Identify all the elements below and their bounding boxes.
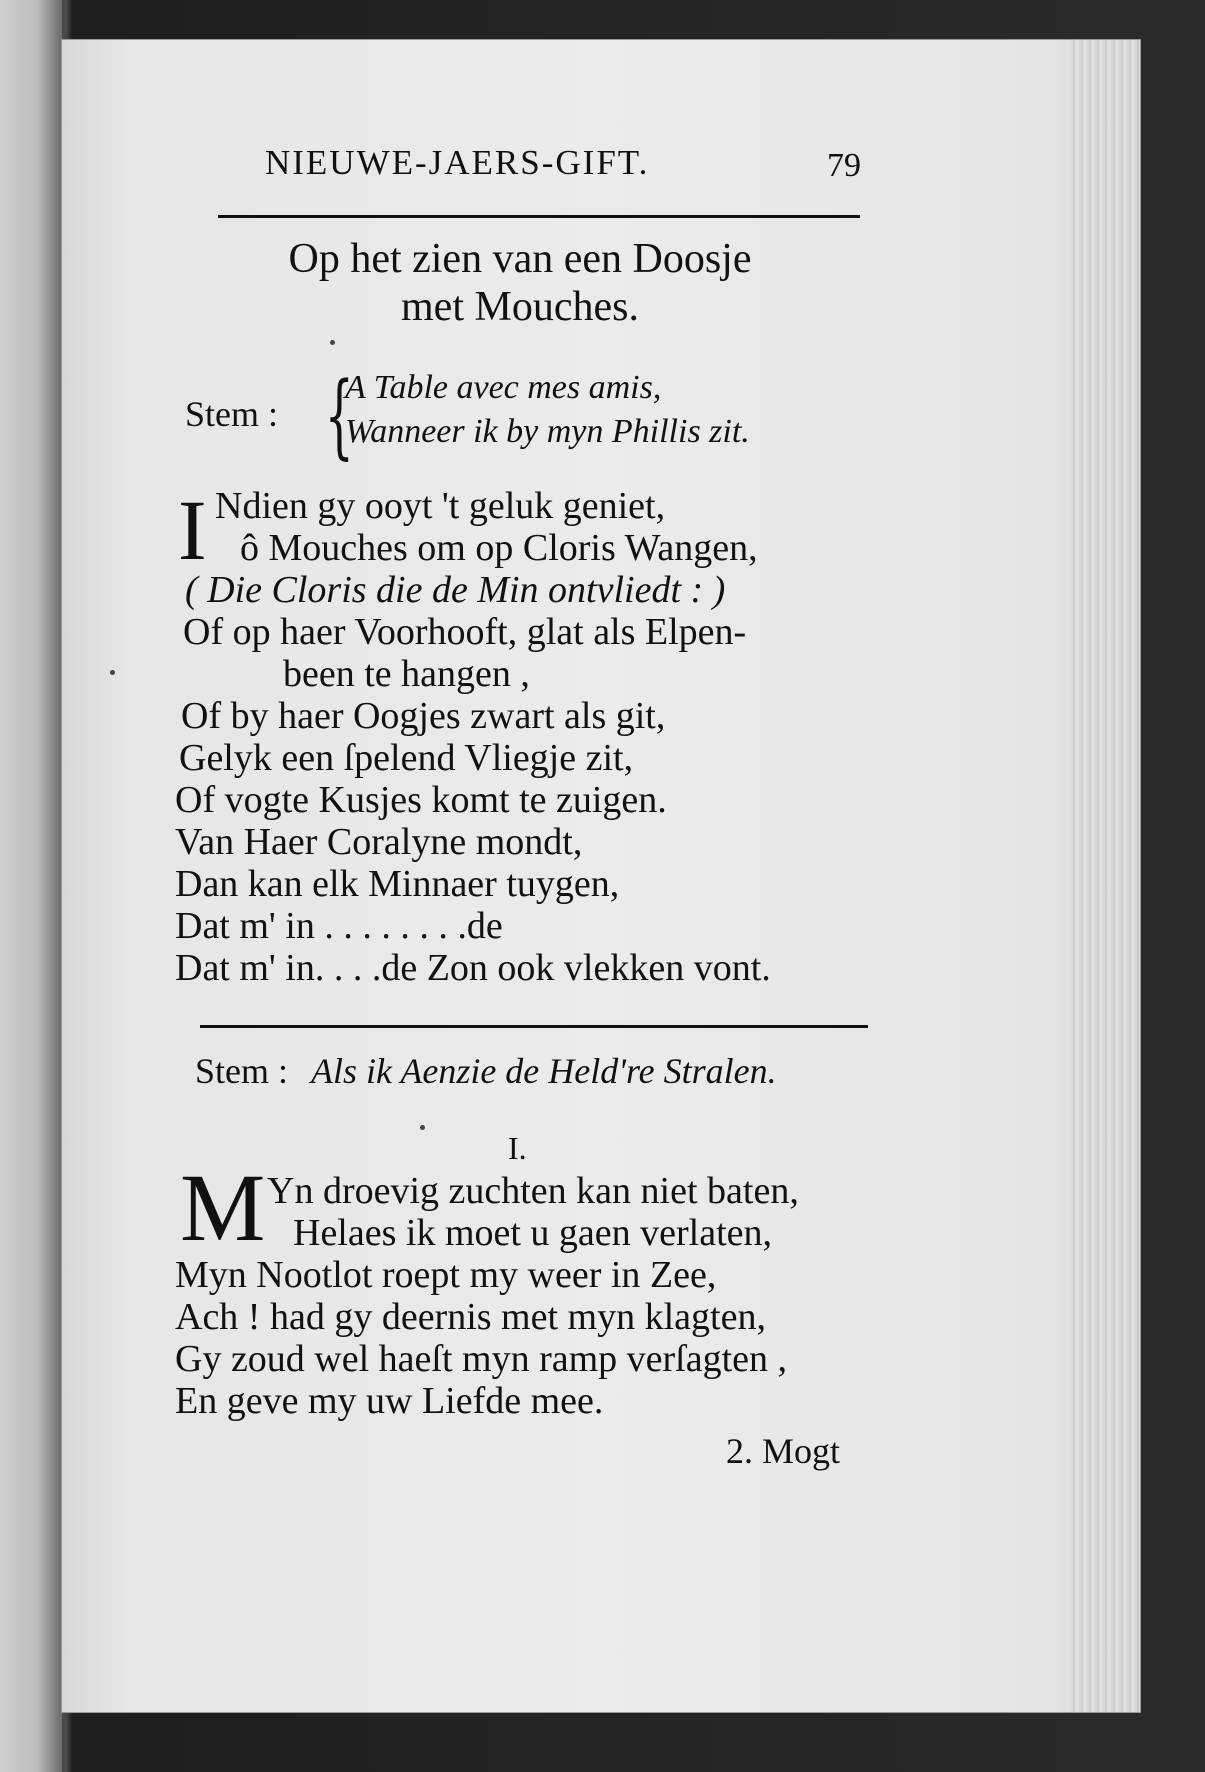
page-number: 79: [827, 147, 861, 184]
page-header: [205, 135, 865, 185]
poem-title-line-2: met Mouches.: [401, 284, 639, 330]
verse-line: Helaes ik moet u gaen verlaten,: [293, 1212, 773, 1254]
verse-line: Dat m' in. . . .de Zon ook vlekken vont.: [175, 947, 771, 989]
verse-line: been te hangen ,: [283, 653, 530, 695]
verse-line: Of op haer Voorhooft, glat als Elpen-: [183, 611, 747, 653]
verse-line: Van Haer Coralyne mondt,: [175, 821, 583, 863]
ink-speck: [110, 670, 115, 675]
header-rule: [218, 215, 860, 218]
ink-speck: [420, 1125, 425, 1130]
poem-title: [190, 235, 850, 331]
tune-line-3: Als ik Aenzie de Held're Stralen.: [311, 1051, 777, 1091]
stem-block: [185, 362, 885, 469]
verse-line: Gy zoud wel haeſt myn ramp verſagten ,: [175, 1338, 788, 1380]
verse-line: En geve my uw Liefde mee.: [175, 1380, 604, 1422]
section-rule: [200, 1025, 868, 1028]
left-page-edge: [0, 0, 62, 1772]
verse-line: ( Die Cloris die de Min ontvliedt : ): [185, 569, 726, 611]
stem-block-2: [195, 1050, 777, 1092]
verse-line: ô Mouches om op Cloris Wangen,: [240, 527, 758, 569]
verse-line: Gelyk een ſpelend Vliegje zit,: [179, 737, 634, 779]
section-number: I.: [508, 1130, 527, 1166]
dropcap-i: I: [178, 482, 207, 578]
verse-line: Of by haer Oogjes zwart als git,: [181, 695, 666, 737]
running-title: NIEUWE-JAERS-GIFT.: [265, 143, 650, 182]
verse-poem-1: [175, 485, 895, 989]
ink-speck: [330, 340, 335, 345]
verse-line: Myn Nootlot roept my weer in Zee,: [175, 1254, 717, 1296]
poem-title-line-1: Op het zien van een Doosje: [288, 236, 752, 282]
verse-poem-2: [175, 1170, 895, 1422]
tune-line-1: A Table avec mes amis,: [345, 369, 662, 406]
page-fore-edge: [1070, 40, 1140, 1712]
catchword: 2. Mogt: [726, 1431, 841, 1471]
dropcap-m: M: [180, 1154, 266, 1261]
verse-line: Ach ! had gy deernis met myn klagten,: [175, 1296, 766, 1338]
verse-line: Yn droevig zuchten kan niet baten,: [267, 1170, 799, 1212]
stem-label-2: Stem :: [195, 1051, 289, 1091]
stem-label: Stem :: [185, 394, 279, 434]
verse-line: Ndien gy ooyt 't geluk geniet,: [215, 485, 666, 527]
tune-line-2: Wanneer ik by myn Phillis zit.: [345, 413, 750, 450]
verse-line: Dat m' in . . . . . . . .de: [175, 905, 503, 947]
verse-line: Dan kan elk Minnaer tuygen,: [175, 863, 620, 905]
verse-line: Of vogte Kusjes komt te zuigen.: [175, 779, 667, 821]
brace-icon: {: [324, 362, 354, 469]
